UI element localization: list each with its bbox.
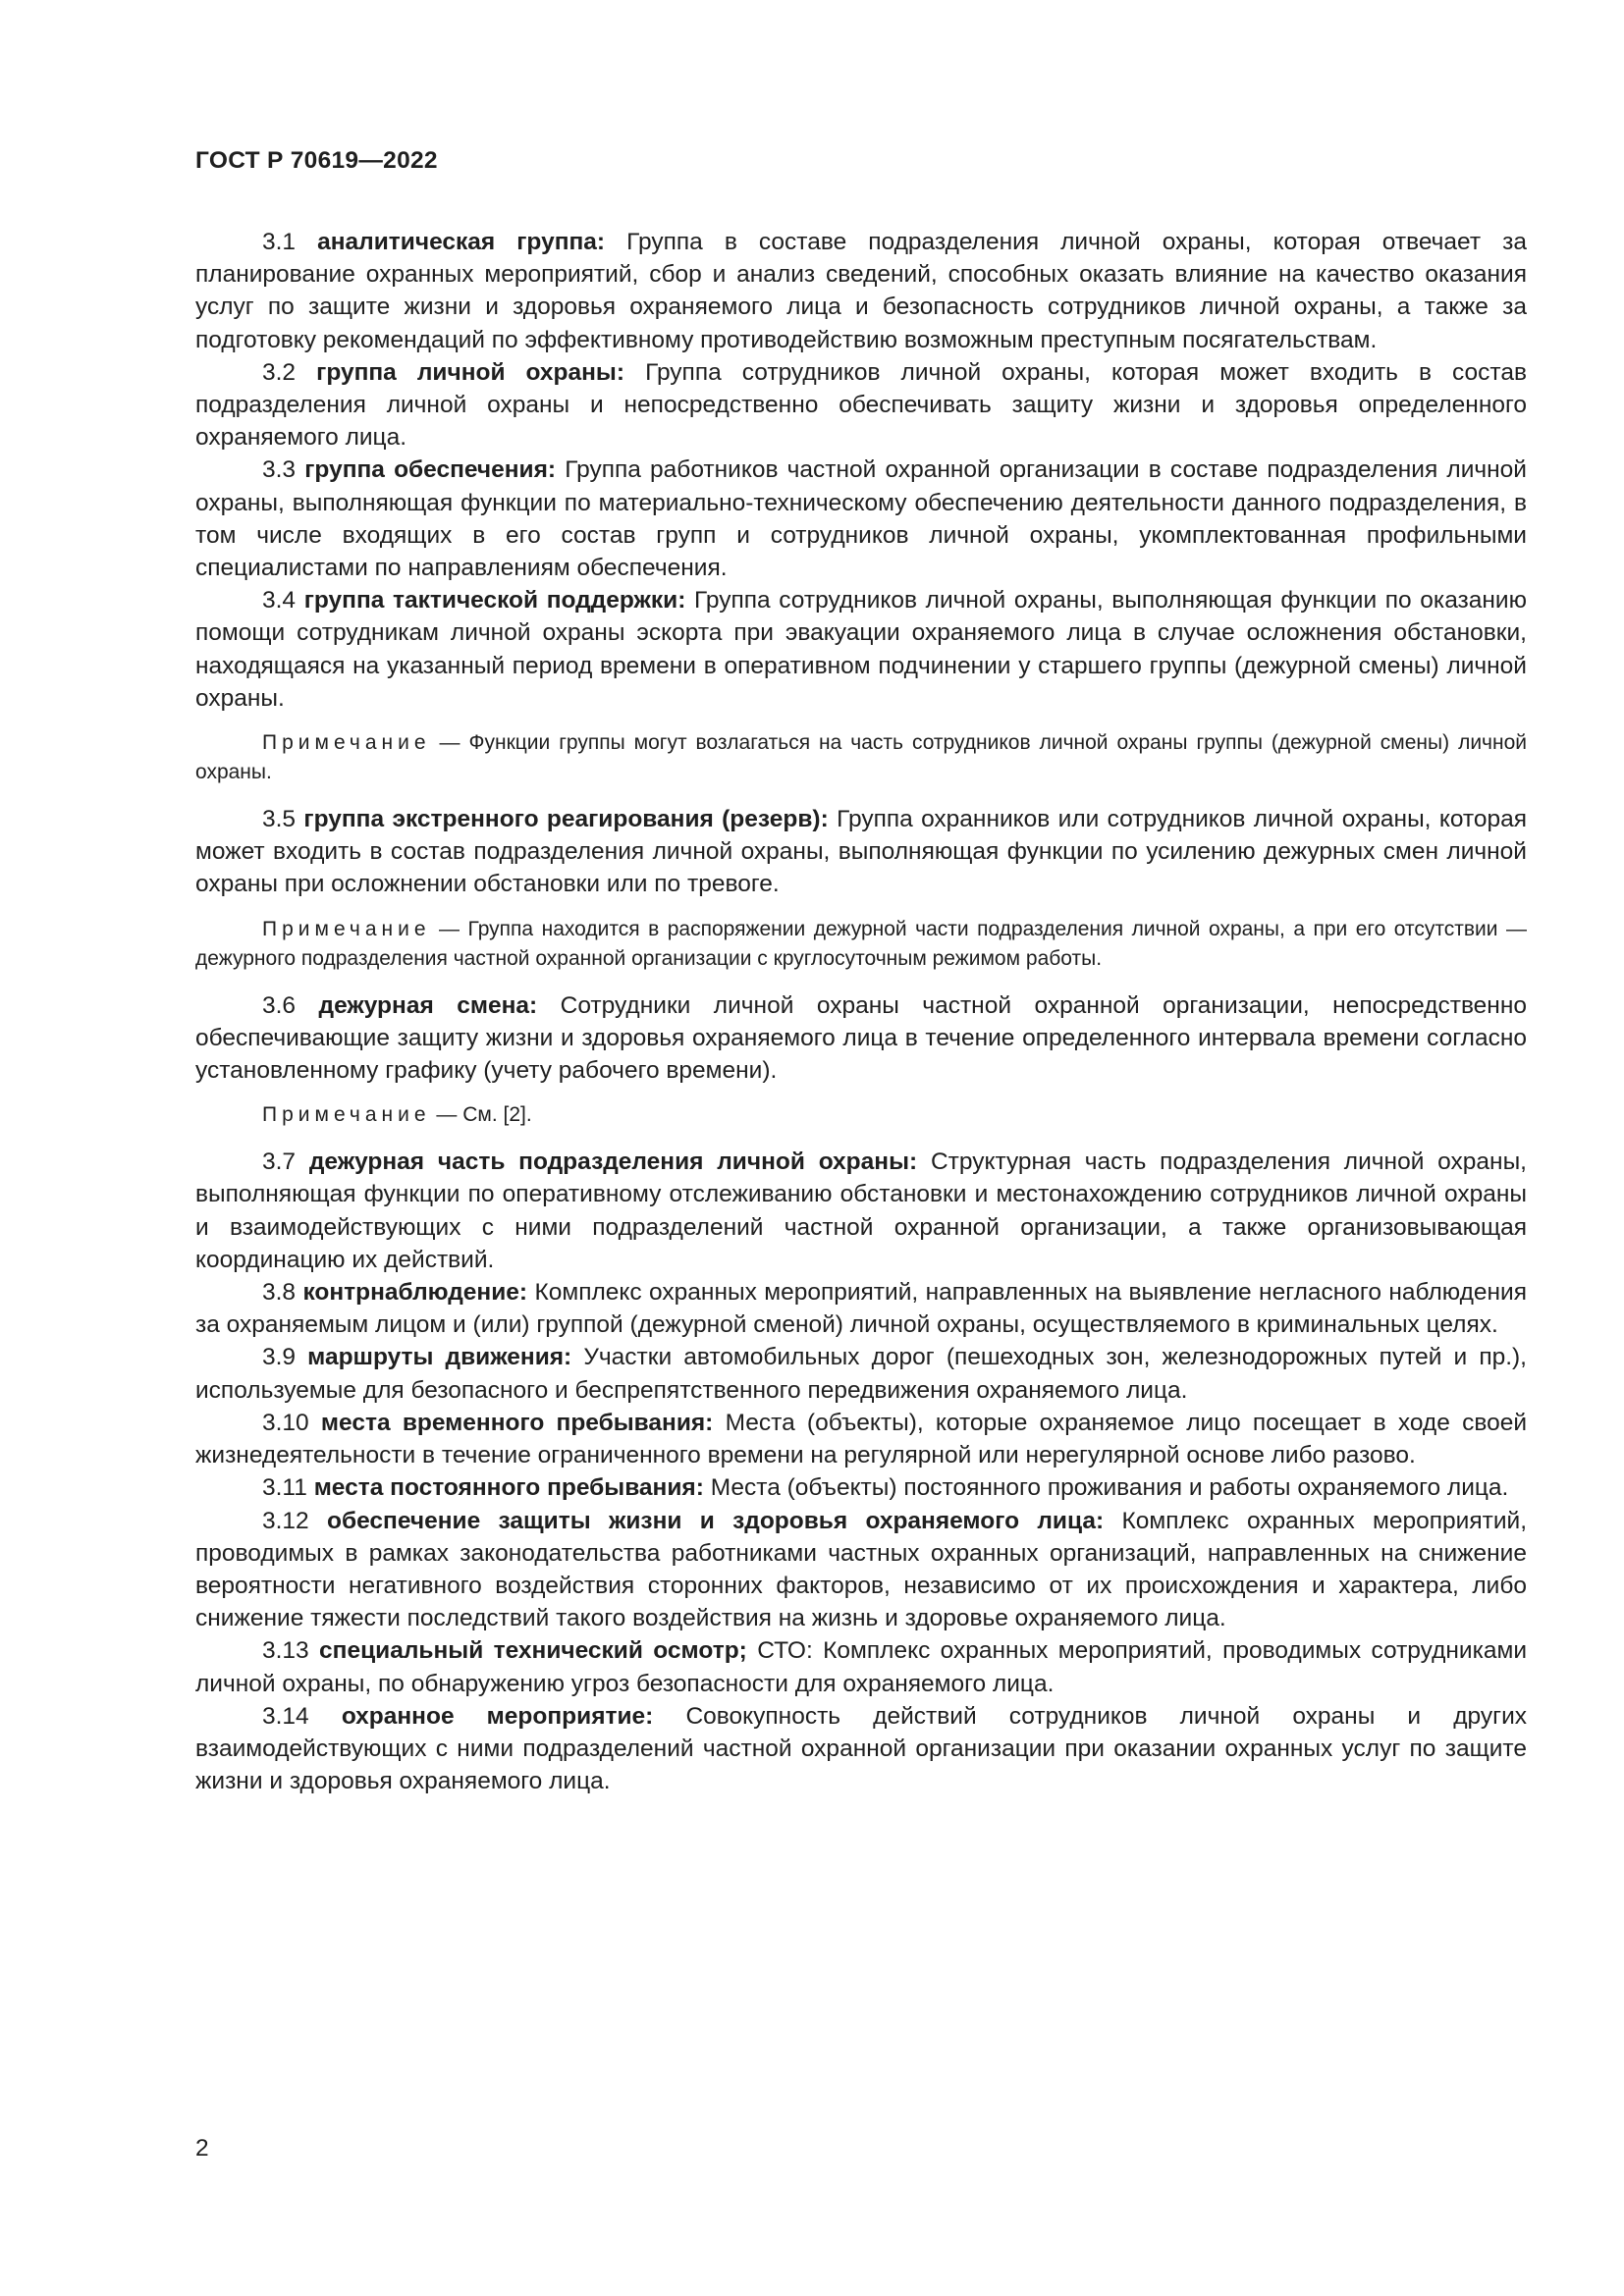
term-definition: Группа в составе подразделения личной охраны, которая отвечает за планирование охранных мероприятий, сбор и анализ сведений, способных оказать влияние на качество оказания услуг по защите жизни и здоровья охраняемого лица и безопасность сотрудников личной охраны, а также за подготовку рекомендаций по эффективному противодействию возможным преступным посягательствам.: [195, 229, 1527, 353]
term-3-3: [195, 454, 1527, 584]
term-name: специальный технический осмотр;: [319, 1637, 747, 1665]
term-definition: Группа сотрудников личной охраны, которая может входить в состав подразделения личной охраны и непосредственно обеспечивать защиту жизни и здоровья определенного охраняемого лица.: [195, 358, 1528, 452]
note-label: Примечание: [262, 1103, 431, 1127]
note-text: Функции группы могут возлагаться на часть сотрудников личной охраны группы (дежурной смены) личной охраны.: [195, 731, 1528, 784]
note-label: Примечание: [262, 731, 431, 755]
term-definition: Группа работников частной охранной организации в составе подразделения личной охраны, выполняющая функции по материально-техническому обеспечению деятельности данного подразделения, в том числе входящих в его состав групп и сотрудников личной охраны, укомплектованная профильными специалистами по направлениям обеспечения.: [195, 456, 1527, 582]
term-3-1: [195, 226, 1527, 356]
term-definition: СТО: Комплекс охранных мероприятий, проводимых сотрудниками личной охраны, по обнаружению угроз безопасности для охраняемого лица.: [195, 1637, 1528, 1697]
term-name: охранное мероприятие:: [341, 1702, 654, 1730]
note-3-5: Примечание — Группа находится в распоряжении дежурной части подразделения личной охраны, а при его отсутствии — дежурного подразделения частной охранной организации с круглосуточным режимом работы.: [195, 917, 1527, 970]
term-3-2: [195, 356, 1527, 454]
term-3-9: [195, 1341, 1527, 1406]
term-name: дежурная часть подразделения личной охраны:: [308, 1148, 918, 1176]
term-name: группа обеспечения:: [304, 456, 557, 484]
term-3-12: [195, 1505, 1527, 1635]
term-name: группа тактической поддержки:: [303, 587, 686, 614]
note-label: Примечание: [262, 917, 431, 940]
note-3-6: Примечание — См. [2].: [262, 1103, 532, 1127]
term-number: 3.3: [262, 456, 297, 484]
term-3-8: [195, 1276, 1527, 1341]
note-3-4: Примечание — Функции группы могут возлагаться на часть сотрудников личной охраны группы (дежурной смены) личной охраны.: [195, 731, 1528, 784]
note-text: Группа находится в распоряжении дежурной части подразделения личной охраны, а при его отсутствии — дежурного подразделения частной охранной организации с круглосуточным режимом работы.: [195, 917, 1527, 970]
term-name: обеспечение защиты жизни и здоровья охраняемого лица:: [327, 1507, 1105, 1534]
term-number: 3.5: [262, 806, 297, 833]
term-3-5: [195, 803, 1527, 901]
term-name: дежурная смена:: [318, 991, 538, 1019]
term-number: 3.14: [262, 1702, 309, 1730]
document-header: ГОСТ Р 70619—2022: [195, 147, 438, 174]
term-number: 3.10: [262, 1409, 309, 1436]
term-definition: Группа сотрудников личной охраны, выполняющая функции по оказанию помощи сотрудникам личной охраны эскорта при эвакуации охраняемого лица в случае осложнения обстановки, находящаяся на указанный период времени в оперативном подчинении у старшего группы (дежурной смены) личной охраны.: [195, 587, 1527, 712]
term-3-11: [195, 1471, 1527, 1504]
note-text: См. [2].: [462, 1103, 532, 1127]
term-3-6: [195, 989, 1527, 1088]
term-name: аналитическая группа:: [317, 229, 606, 255]
term-3-14: [195, 1700, 1527, 1798]
term-name: места постоянного пребывания:: [313, 1474, 704, 1502]
term-name: группа экстренного реагирования (резерв):: [303, 806, 829, 833]
page-number: 2: [195, 2135, 209, 2162]
term-3-13: [195, 1634, 1527, 1699]
term-3-7: [195, 1146, 1527, 1276]
term-number: 3.8: [262, 1279, 297, 1307]
term-3-4: [195, 584, 1527, 715]
term-number: 3.12: [262, 1507, 309, 1534]
term-name: места временного пребывания:: [320, 1409, 714, 1436]
term-name: группа личной охраны:: [316, 358, 625, 386]
document-body: [195, 226, 1527, 1797]
term-definition: Группа охранников или сотрудников личной охраны, которая может входить в состав подразделения личной охраны, выполняющая функции по усилению дежурных смен личной охраны при осложнении обстановки или по тревоге.: [195, 806, 1527, 898]
term-definition: Совокупность действий сотрудников личной охраны и других взаимодействующих с ними подразделений частной охранной организации при оказании охранных услуг по защите жизни и здоровья охраняемого лица.: [195, 1702, 1528, 1795]
term-definition: Участки автомобильных дорог (пешеходных зон, железнодорожных путей и пр.), используемые для безопасного и беспрепятственного передвижения охраняемого лица.: [195, 1344, 1527, 1404]
term-number: 3.6: [262, 991, 297, 1019]
term-name: маршруты движения:: [307, 1344, 572, 1371]
term-definition: Места (объекты), которые охраняемое лицо посещает в ходе своей жизнедеятельности в течение ограниченного времени на регулярной или нерегулярной основе либо разово.: [195, 1409, 1527, 1469]
term-number: 3.2: [262, 358, 297, 386]
term-number: 3.4: [262, 587, 297, 614]
term-definition: Места (объекты) постоянного проживания и работы охраняемого лица.: [710, 1474, 1509, 1502]
term-definition: Комплекс охранных мероприятий, проводимых в рамках законодательства работниками частных охранных организаций, направленных на снижение вероятности негативного воздействия сторонних факторов, независимо от их происхождения и характера, либо снижение тяжести последствий такого воздействия на жизнь и здоровье охраняемого лица.: [195, 1507, 1528, 1632]
term-number: 3.7: [262, 1148, 297, 1176]
term-number: 3.9: [262, 1344, 297, 1371]
term-definition: Комплекс охранных мероприятий, направленных на выявление негласного наблюдения за охраняемым лицом и (или) группой (дежурной сменой) личной охраны, осуществляемого в криминальных целях.: [195, 1279, 1527, 1339]
term-3-10: [195, 1407, 1527, 1471]
term-definition: Сотрудники личной охраны частной охранной организации, непосредственно обеспечивающие защиту жизни и здоровья охраняемого лица в течение определенного интервала времени согласно установленному графику (учету рабочего времени).: [195, 991, 1527, 1085]
term-number: 3.13: [262, 1637, 309, 1665]
term-name: контрнаблюдение:: [302, 1279, 528, 1307]
term-number: 3.1: [262, 229, 297, 255]
term-number: 3.11: [262, 1474, 307, 1502]
term-definition: Структурная часть подразделения личной охраны, выполняющая функции по оперативному отслеживанию обстановки и местонахождению сотрудников личной охраны и взаимодействующих с ними подразделений частной охранной организации, а также организовывающая координацию их действий.: [195, 1148, 1527, 1273]
